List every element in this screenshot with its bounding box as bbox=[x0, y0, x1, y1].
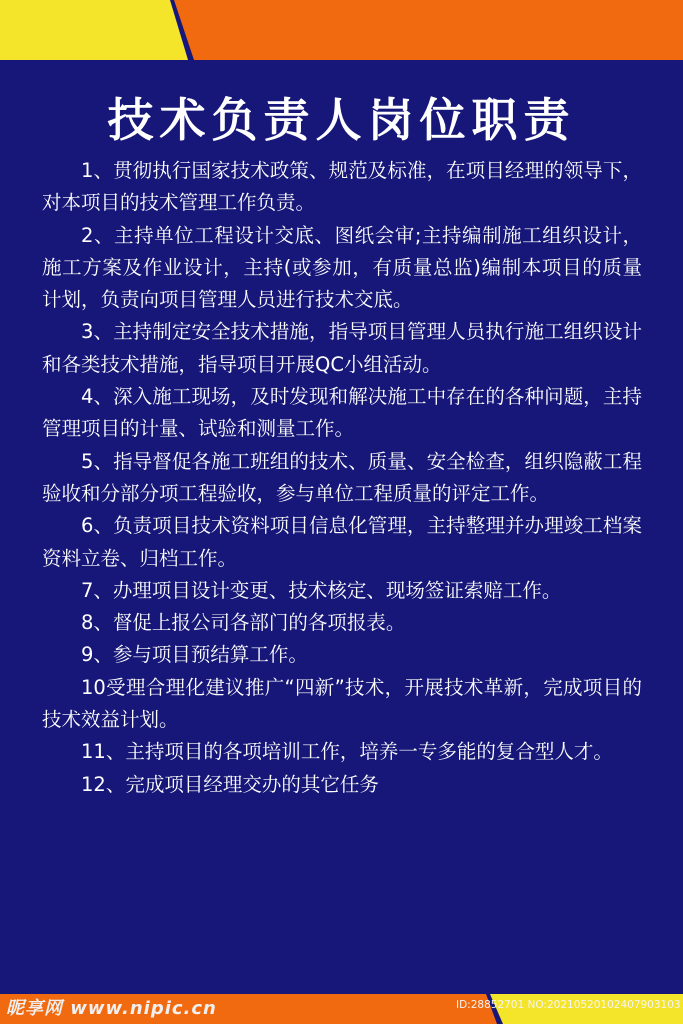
duty-item-7: 7、办理项目设计变更、技术核定、现场签证索赔工作。 bbox=[81, 578, 562, 602]
duty-item-5: 5、指导督促各施工班组的技术、质量、安全检查，组织隐蔽工程验收和分部分项工程验收，参与单位工程质量的评定工作。 bbox=[42, 449, 642, 505]
duty-item-6: 6、负责项目技术资料项目信息化管理，主持整理并办理竣工档案资料立卷、归档工作。 bbox=[42, 514, 642, 570]
duty-item-3: 3、主持制定安全技术措施，指导项目管理人员执行施工组织设计和各类技术措施，指导项目开展QC小组活动。 bbox=[42, 320, 642, 376]
watermark-id: ID:28852701 NO:20210520102407903103 bbox=[456, 999, 681, 1011]
watermark-logo: 昵享网 www.nipic.cn bbox=[6, 998, 217, 1019]
duty-item-9: 9、参与项目预结算工作。 bbox=[81, 643, 308, 667]
duty-item-12: 12、完成项目经理交办的其它任务 bbox=[81, 772, 379, 796]
duty-item-2: 2、主持单位工程设计交底、图纸会审;主持编制施工组织设计，施工方案及作业设计，主持(或参加，有质量总监)编制本项目的质量计划，负责向项目管理人员进行技术交底。 bbox=[42, 223, 642, 312]
duty-item-1: 1、贯彻执行国家技术政策、规范及标准，在项目经理的领导下，对本项目的技术管理工作负责。 bbox=[42, 159, 642, 215]
top-decorative-band bbox=[0, 0, 683, 60]
page-title: 技术负责人岗位职责 bbox=[107, 93, 576, 147]
duty-item-10: 10受理合理化建议推广“四新”技术，开展技术革新，完成项目的技术效益计划。 bbox=[42, 675, 642, 732]
duty-item-11: 11、主持项目的各项培训工作，培养一专多能的复合型人才。 bbox=[81, 740, 613, 764]
duty-item-8: 8、督促上报公司各部门的各项报表。 bbox=[81, 611, 406, 635]
duty-item-4: 4、深入施工现场，及时发现和解决施工中存在的各种问题，主持管理项目的计量、试验和测量工作。 bbox=[42, 385, 642, 441]
duty-list bbox=[42, 155, 642, 801]
